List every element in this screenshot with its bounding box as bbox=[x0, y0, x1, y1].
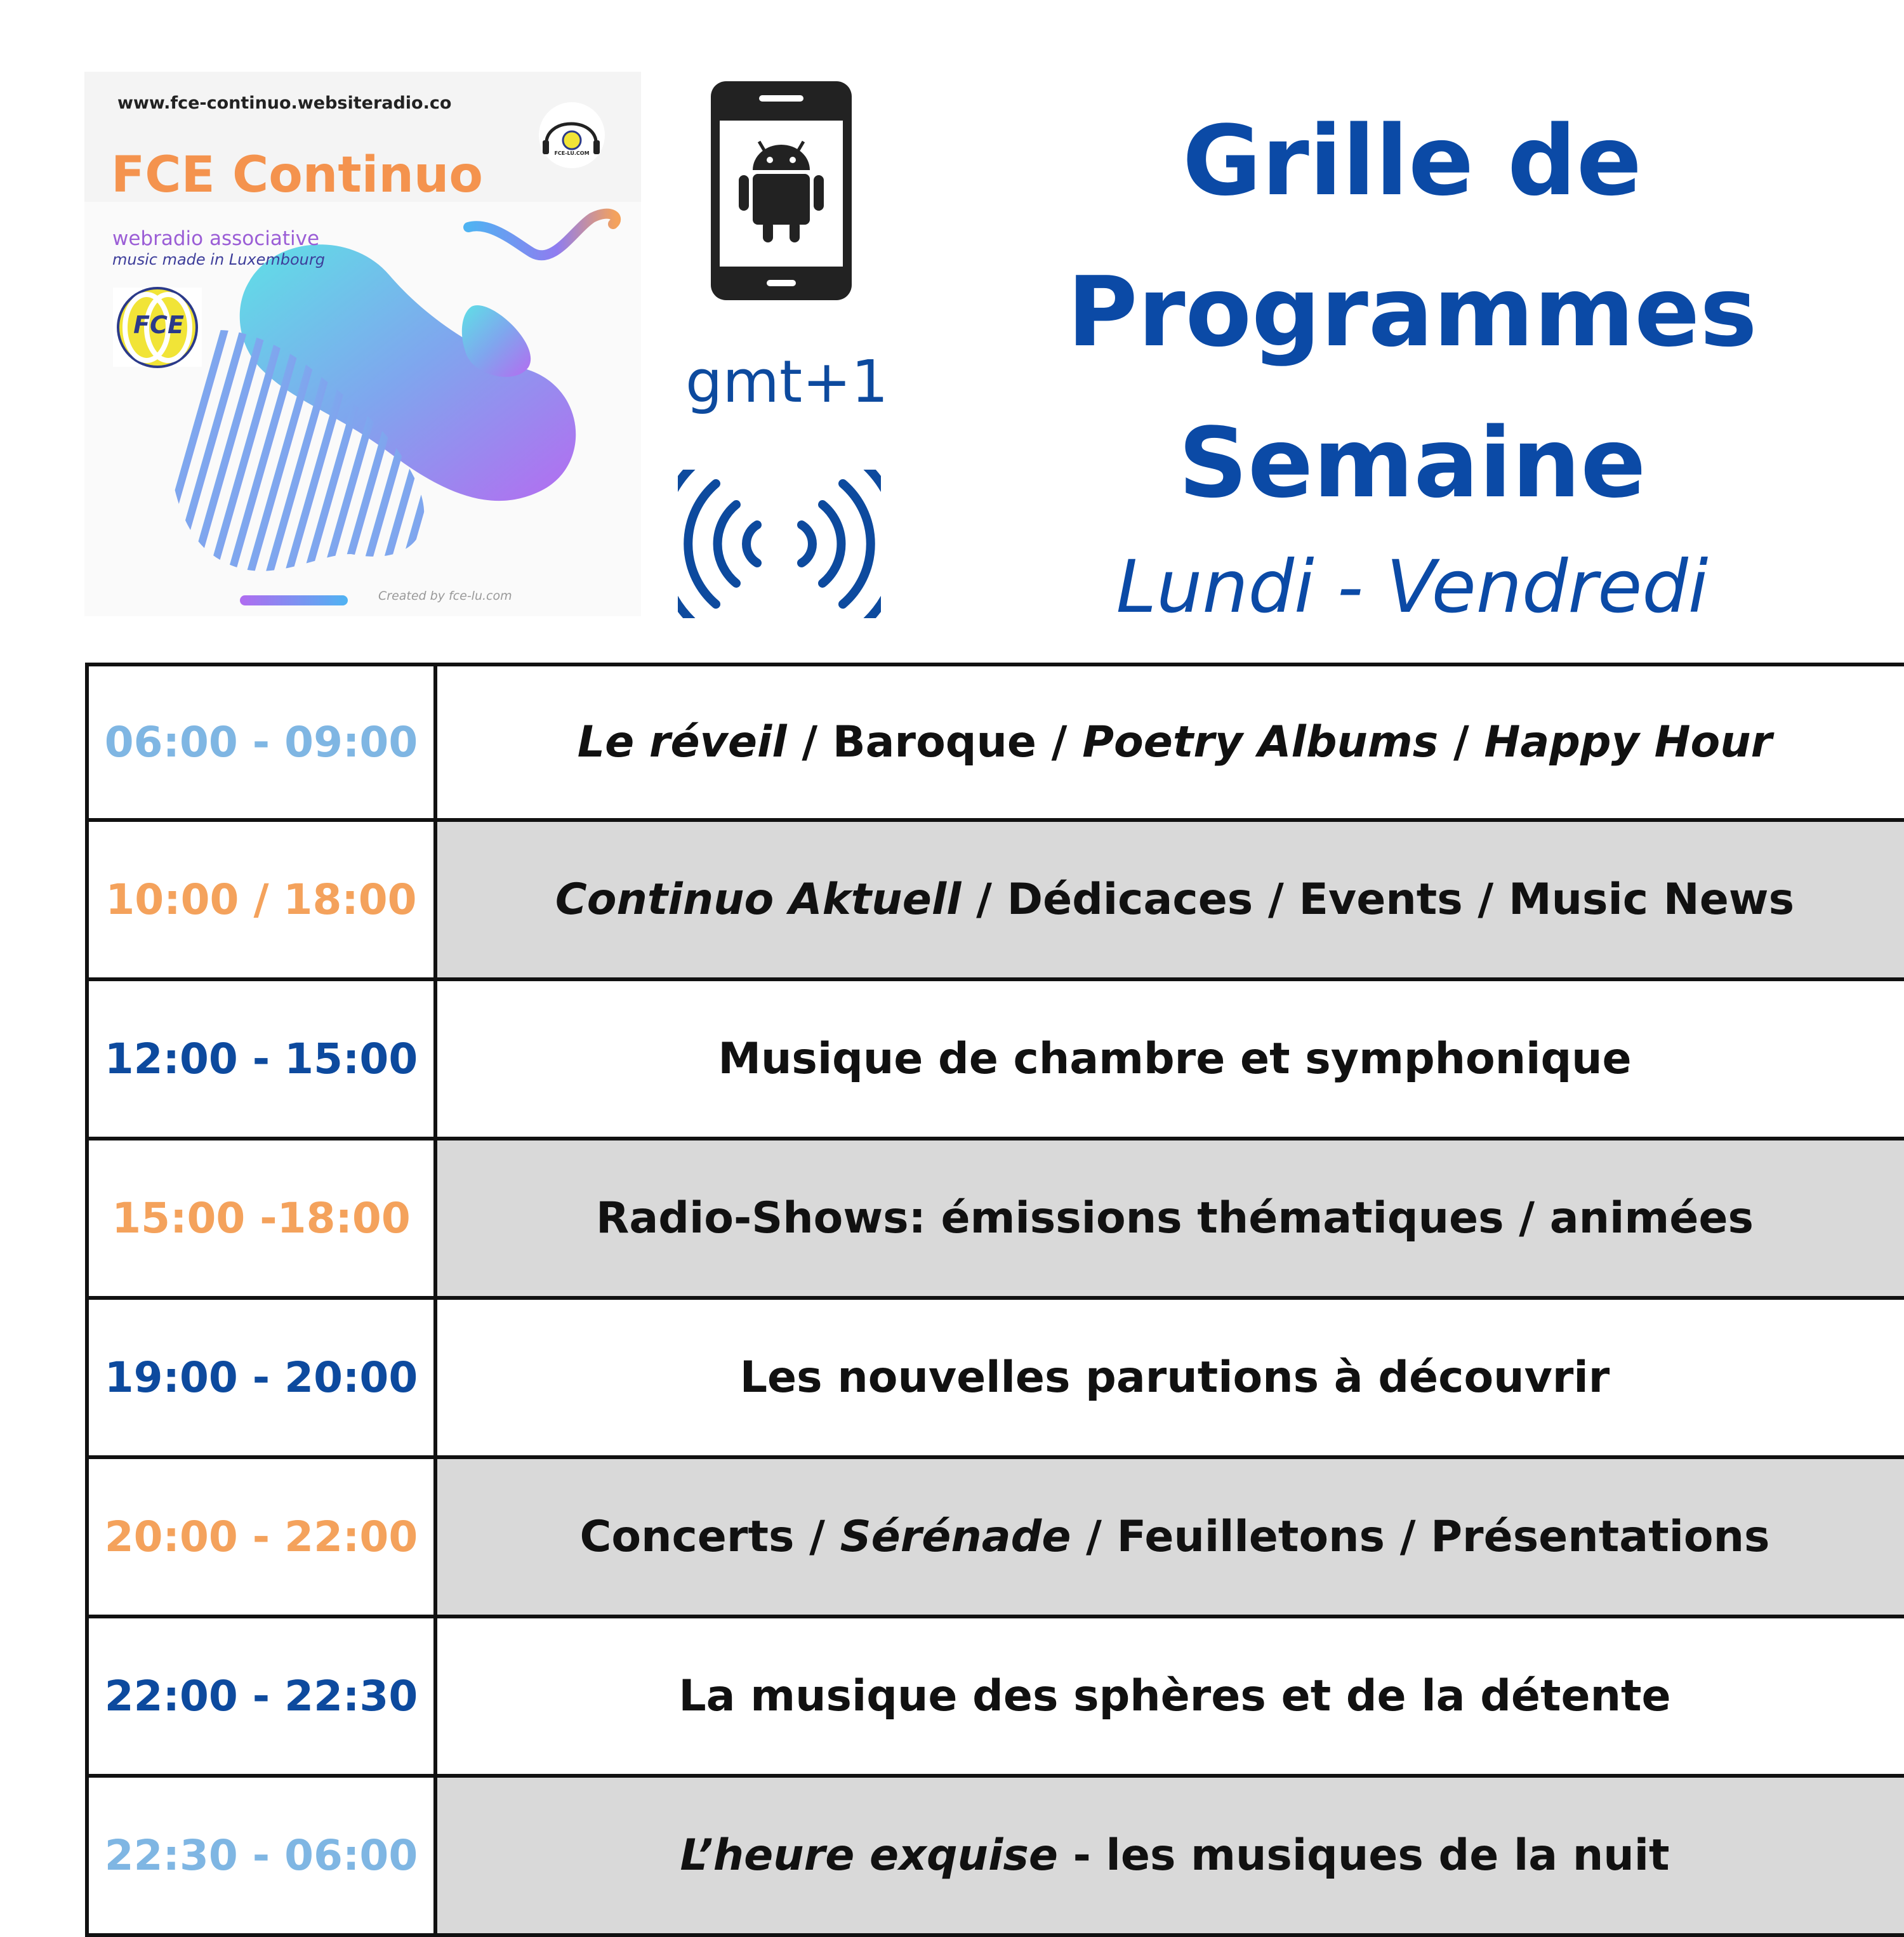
schedule-row bbox=[85, 1459, 1904, 1618]
title-line-3: Semaine bbox=[1178, 407, 1646, 519]
schedule-row bbox=[85, 822, 1904, 981]
program-segment: Happy Hour bbox=[1484, 717, 1773, 767]
time-slot: 22:30 - 06:00 bbox=[85, 1778, 437, 1937]
schedule-row bbox=[85, 981, 1904, 1140]
program-segment: Le réveil bbox=[577, 717, 787, 767]
program-segment: La musique des sphères et de la détente bbox=[678, 1671, 1671, 1721]
program-description bbox=[437, 1300, 1904, 1459]
program-segment: Sérénade bbox=[840, 1512, 1071, 1562]
station-tagline: webradio associative bbox=[112, 227, 320, 250]
time-slot: 20:00 - 22:00 bbox=[85, 1459, 437, 1618]
website-url: www.fce-continuo.websiteradio.co bbox=[117, 93, 452, 113]
program-segment: Les nouvelles parutions à découvrir bbox=[739, 1352, 1610, 1403]
program-segment: / bbox=[1438, 717, 1484, 767]
headphones-logo-text: FCE-LU.COM bbox=[554, 150, 590, 156]
program-segment: Concerts / bbox=[579, 1512, 840, 1562]
headphones-logo-icon bbox=[539, 102, 605, 168]
program-segment: Radio-Shows: émissions thématiques / animées bbox=[596, 1193, 1754, 1243]
schedule-row bbox=[85, 1300, 1904, 1459]
page-title bbox=[977, 86, 1847, 539]
schedule-row bbox=[85, 663, 1904, 822]
logo-credit: Created by fce-lu.com bbox=[378, 589, 512, 603]
radio-logo bbox=[84, 72, 641, 616]
schedule-row bbox=[85, 1778, 1904, 1937]
title-line-1: Grille de bbox=[1182, 105, 1642, 217]
program-description bbox=[437, 822, 1904, 981]
program-description bbox=[437, 1618, 1904, 1778]
program-description bbox=[437, 1778, 1904, 1937]
time-slot: 06:00 - 09:00 bbox=[85, 663, 437, 822]
station-subtagline: music made in Luxembourg bbox=[112, 251, 325, 268]
time-slot: 15:00 -18:00 bbox=[85, 1140, 437, 1300]
fce-badge-text: FCE bbox=[133, 311, 184, 339]
program-segment: L’heure exquise bbox=[680, 1830, 1058, 1881]
program-segment: Musique de chambre et symphonique bbox=[718, 1034, 1632, 1084]
station-name: FCE Continuo bbox=[111, 147, 483, 204]
broadcast-signal-icon bbox=[678, 470, 881, 618]
program-segment: / Baroque / bbox=[786, 717, 1083, 767]
time-slot: 12:00 - 15:00 bbox=[85, 981, 437, 1140]
program-segment: Poetry Albums bbox=[1082, 717, 1439, 767]
time-slot: 22:00 - 22:30 bbox=[85, 1618, 437, 1778]
time-slot: 10:00 / 18:00 bbox=[85, 822, 437, 981]
program-description bbox=[437, 663, 1904, 822]
time-slot: 19:00 - 20:00 bbox=[85, 1300, 437, 1459]
program-segment: Continuo Aktuell bbox=[555, 875, 962, 925]
page-subtitle: Lundi - Vendredi bbox=[1116, 545, 1709, 629]
program-description bbox=[437, 1459, 1904, 1618]
program-segment: / Feuilletons / Présentations bbox=[1071, 1512, 1770, 1562]
program-description bbox=[437, 981, 1904, 1140]
schedule-row bbox=[85, 1140, 1904, 1300]
program-segment: - les musiques de la nuit bbox=[1057, 1830, 1670, 1881]
android-phone-icon bbox=[711, 81, 852, 300]
program-segment: / Dédicaces / Events / Music News bbox=[961, 875, 1795, 925]
program-description bbox=[437, 1140, 1904, 1300]
title-line-2: Programmes bbox=[1067, 256, 1757, 368]
schedule-row bbox=[85, 1618, 1904, 1778]
timezone-label: gmt+1 bbox=[685, 348, 889, 416]
